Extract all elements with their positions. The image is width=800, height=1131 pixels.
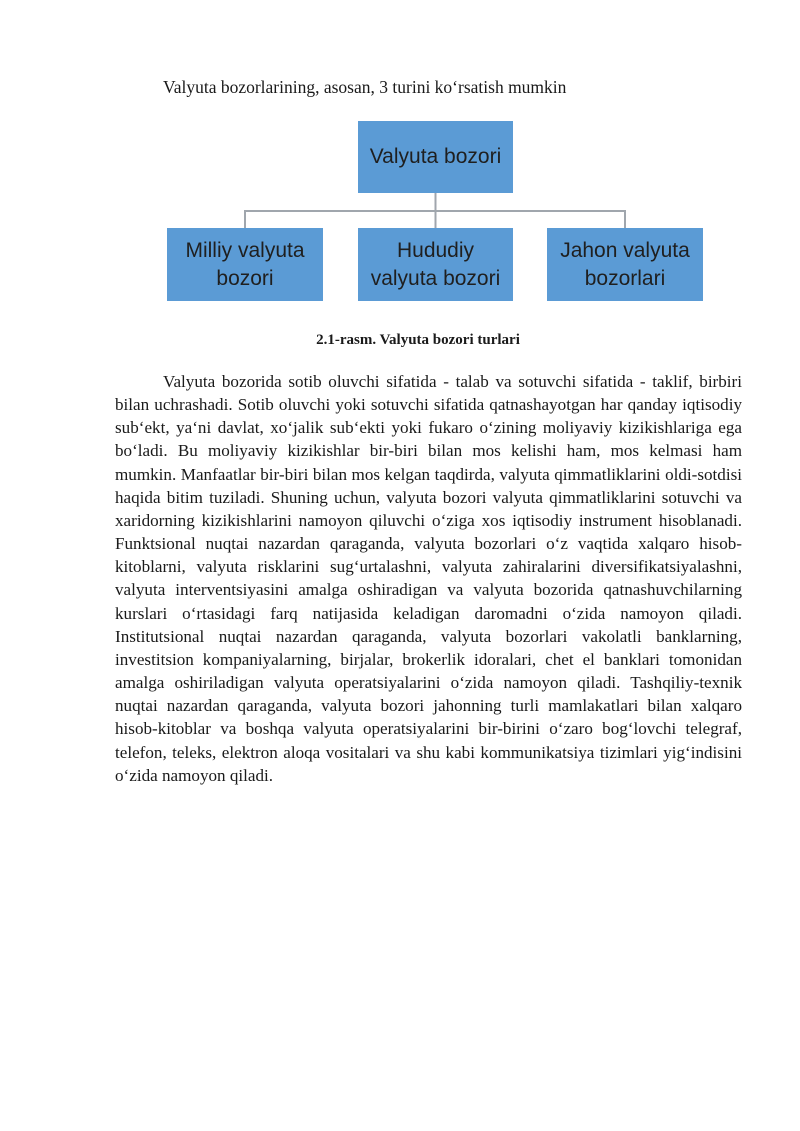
diagram-root-node: Valyuta bozori bbox=[358, 121, 513, 193]
body-paragraph: Valyuta bozorida sotib oluvchi sifatida - talab va sotuvchi sifatida - taklif, birbiri bilan uchrashadi. Sotib oluvchi yoki sotuvchi sifatida qatnashayotgan har qanday iqtisodiy sub‘ekt, ya‘ni davlat, xo‘jalik sub‘ekti yoki fukaro o‘zining moliyaviy kizikishlariga ega bo‘ladi. Bu moliyaviy kizikishlar bir-biri bilan mos kelishi ham, mos kelmasi ham mumkin. Manfaatlar bir-biri bilan mos kelgan taqdirda, valyuta qimmatliklarini oldi-sotdisi haqida bitim tuziladi. Shuning uchun, valyuta bozori valyuta qimmatliklarini sotuvchi va xaridorning kizikishlarini namoyon qiluvchi o‘ziga xos iqtisodiy instrument hisoblanadi. Funktsional nuqtai nazardan qaraganda, valyuta bozorlari o‘z vaqtida xalqaro hisob-kitoblarni, valyuta risklarini sug‘urtalashni, valyuta zahiralarini diversifikatsiyalashni, valyuta interventsiyasini amalga oshiradigan va valyuta bozorida qatnashuvchilarning kurslari o‘rtasidagi farq natijasida keladigan daromadni o‘zida namoyon qiladi. Institutsional nuqtai nazardan qaraganda, valyuta bozorlari vakolatli banklarning, investitsion kompaniyalarning, birjalar, brokerlik idoralari, chet el banklari tomonidan amalga oshiriladigan valyuta operatsiyalarini o‘zida namoyon qiladi. Tashqiliy-texnik nuqtai nazardan qaraganda, valyuta bozori jahonning turli mamlakatlari bilan xalqaro hisob-kitoblar va boshqa valyuta operatsiyalarini bir-birini o‘zaro bog‘lovchi telegraf, telefon, teleks, elektron aloqa vositalari va shu kabi kommunikatsiya tizimlari yig‘indisini o‘zida namoyon qiladi. bbox=[115, 372, 742, 785]
intro-sentence: Valyuta bozorlarining, asosan, 3 turini ko‘rsatish mumkin bbox=[163, 77, 567, 97]
market-types-diagram bbox=[0, 0, 800, 340]
diagram-node-regional-market: Hududiy valyuta bozori bbox=[358, 228, 513, 301]
figure-caption: 2.1-rasm. Valyuta bozori turlari bbox=[316, 332, 520, 348]
diagram-node-national-market: Milliy valyuta bozori bbox=[167, 228, 323, 301]
diagram-node-world-markets: Jahon valyuta bozorlari bbox=[547, 228, 703, 301]
